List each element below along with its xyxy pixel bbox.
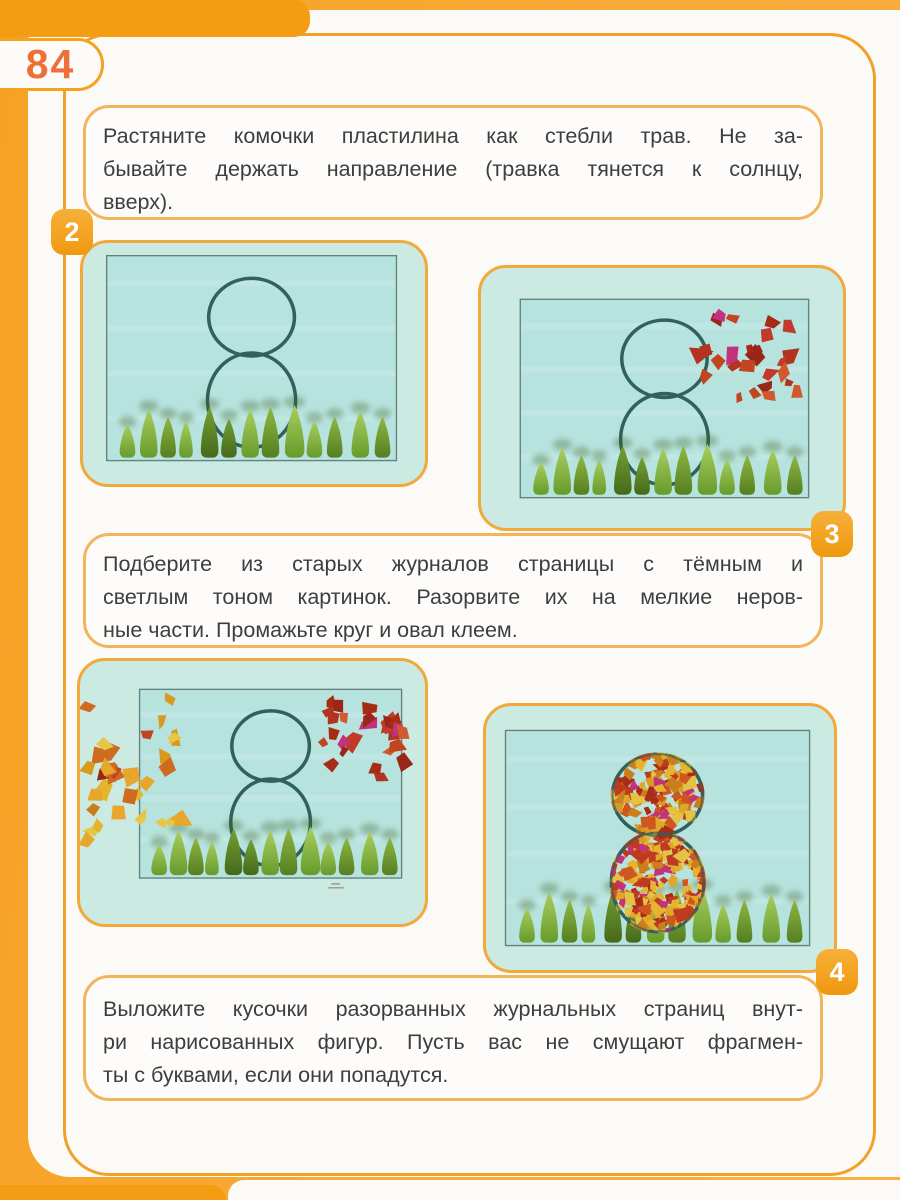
figure-card-1	[80, 240, 428, 487]
instruction-line: Выложите кусочки разорванных журнальных страниц внут-	[103, 997, 803, 1021]
figure-card-3	[77, 658, 428, 927]
figure-canvas-filled-mosaic	[486, 706, 834, 970]
instruction-line: ные части. Промажьте круг и овал клеем.	[103, 618, 518, 642]
page-number: 84	[25, 41, 76, 87]
instruction-line: бывайте держать направление (травка тянется к солнцу,	[103, 157, 803, 181]
instruction-line: Растяните комочки пластилина как стебли трав. Не за-	[103, 124, 803, 148]
page-number-tab	[0, 38, 104, 91]
top-left-orange-band	[0, 0, 310, 37]
tiny-signature-mark	[328, 884, 344, 888]
figure-canvas-red-scraps	[481, 268, 843, 528]
figure-card-4	[483, 703, 837, 973]
instruction-line: вверх).	[103, 190, 174, 214]
figure-canvas-two-scrap-piles	[80, 661, 425, 924]
step-badge-3: 3	[811, 511, 853, 557]
instruction-box-step2	[83, 105, 823, 220]
instruction-line: Подберите из старых журналов страницы с тёмным и	[103, 552, 803, 576]
bottom-left-orange-band	[0, 1185, 226, 1200]
step-badge-2: 2	[51, 209, 93, 255]
instruction-line: ри нарисованных фигур. Пусть вас не смущают фрагмен-	[103, 1030, 803, 1054]
step-badge-4: 4	[816, 949, 858, 995]
figure-card-2	[478, 265, 846, 531]
instruction-line: ты с буквами, если они попадутся.	[103, 1063, 449, 1087]
instruction-line: светлым тоном картинок. Разорвите их на мелкие неров-	[103, 585, 803, 609]
bottom-right-white-edge	[228, 1180, 900, 1200]
figure-canvas-outline-with-grass	[83, 243, 425, 484]
instruction-box-step4	[83, 975, 823, 1101]
instruction-box-step3	[83, 533, 823, 648]
